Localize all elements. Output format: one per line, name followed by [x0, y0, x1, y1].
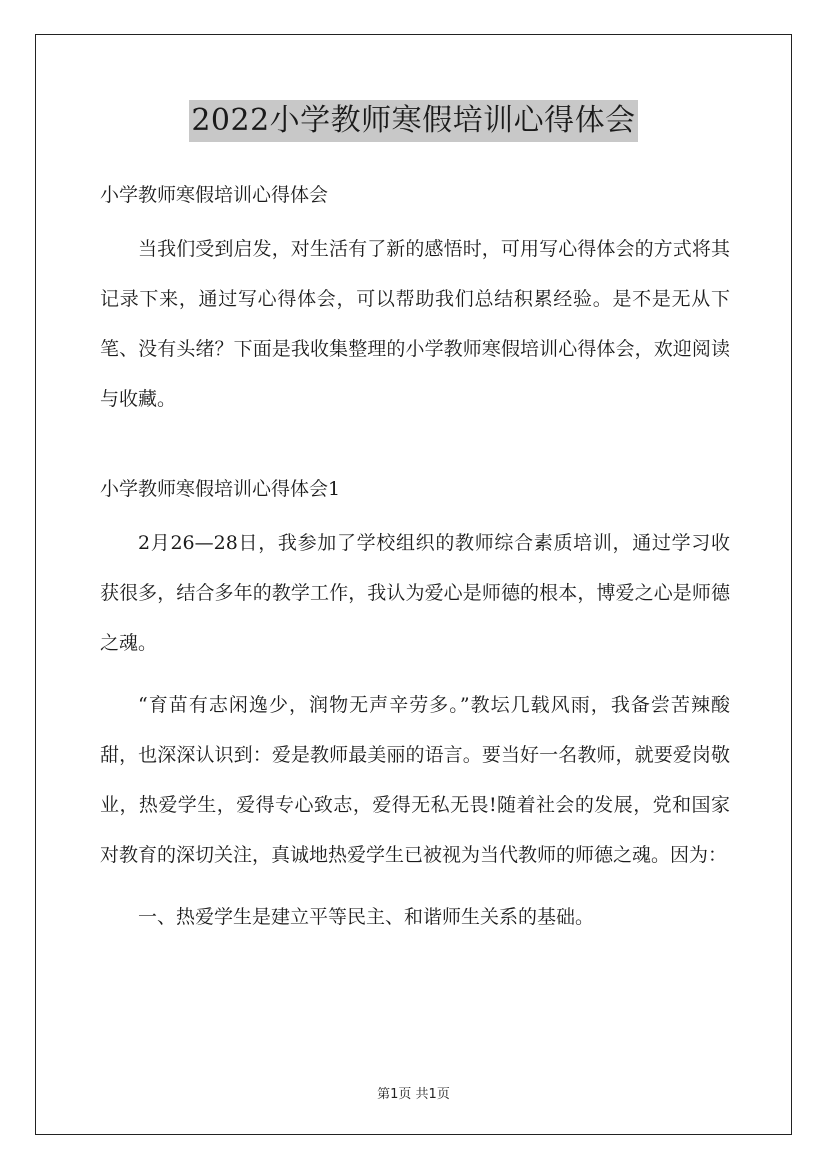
subtitle: 小学教师寒假培训心得体会 [100, 184, 329, 206]
page-footer: 第1页 共1页 [377, 1087, 450, 1102]
spacer [100, 424, 730, 472]
title-container [0, 100, 827, 142]
section1-heading: 小学教师寒假培训心得体会1 [100, 478, 341, 500]
spacer [100, 880, 730, 892]
spacer [100, 668, 730, 680]
spacer [100, 506, 730, 518]
intro-paragraph: 当我们受到启发，对生活有了新的感悟时，可用写心得体会的方式将其记录下来，通过写心得体会，可以帮助我们总结积累经验。是不是无从下笔、没有头绪？下面是我收集整理的小学教师寒假培训心得体会，欢迎阅读与收藏。 [100, 238, 730, 410]
document-body [100, 178, 730, 942]
spacer [100, 212, 730, 224]
section1-paragraph-1: 2月26—28日，我参加了学校组织的教师综合素质培训，通过学习收获很多，结合多年的教学工作，我认为爱心是师德的根本，博爱之心是师德之魂。 [100, 532, 730, 654]
section1-paragraph-3: 一、热爱学生是建立平等民主、和谐师生关系的基础。 [138, 906, 595, 928]
document-title: 2022小学教师寒假培训心得体会 [189, 100, 637, 142]
section1-paragraph-2: “育苗有志闲逸少，润物无声辛劳多。”教坛几载风雨，我备尝苦辣酸甜，也深深认识到：爱是教师最美丽的语言。要当好一名教师，就要爱岗敬业，热爱学生，爱得专心致志，爱得无私无畏!随着社会的发展，党和国家对教育的深切关注，真诚地热爱学生已被视为当代教师的师德之魂。因为： [100, 694, 730, 866]
